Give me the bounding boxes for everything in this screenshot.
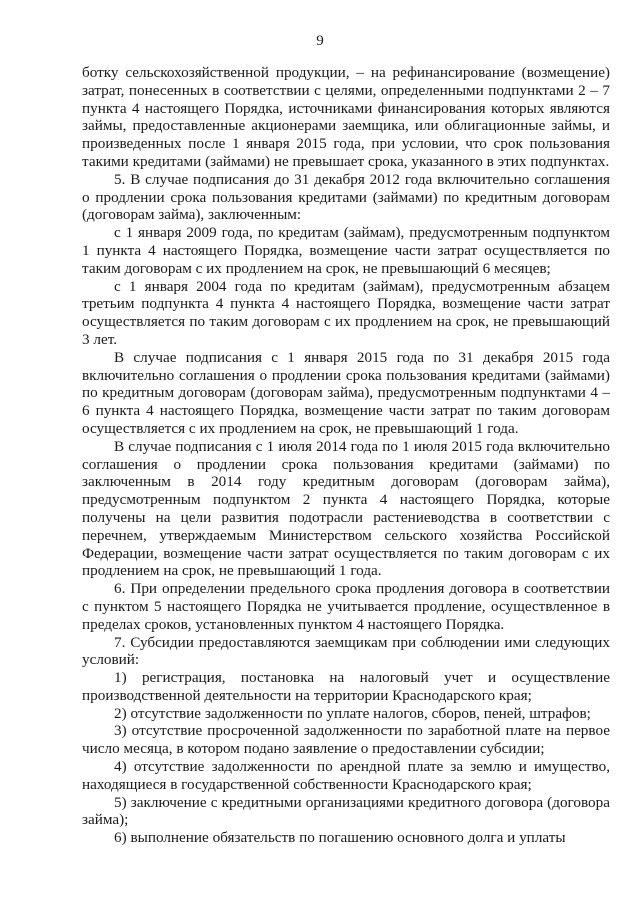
paragraph: ботку сельскохозяйственной продукции, – на рефинансирование (возмещение) затрат, понесенных в соответствии с целями, определенными подпунктами 2 – 7 пункта 4 настоящего Порядка, источниками финансирования которых являются займы, предоставленные акционерами заемщика, или облигационные займы, и произведенных после 1 января 2015 года, при условии, что срок пользования такими кредитами (займами) не превышает срока, указанного в этих подпунктах. — [82, 64, 610, 170]
paragraph: с 1 января 2009 года, по кредитам (займам), предусмотренным подпунктом 1 пункта 4 настоящего Порядка, возмещение части затрат осуществляется по таким договорам с их продлением на срок, не превышающий 6 месяцев; — [82, 224, 610, 277]
paragraph: 5. В случае подписания до 31 декабря 2012 года включительно соглашения о продлении срока пользования кредитами (займами) по кредитным договорам (договорам займа), заключенным: — [82, 170, 610, 224]
paragraph: 7. Субсидии предоставляются заемщикам при соблюдении ими следующих условий: — [82, 633, 610, 669]
list-item: 3) отсутствие просроченной задолженности по заработной плате на первое число месяца, в котором подано заявление о предоставлении субсидии; — [82, 722, 610, 758]
paragraph: 6. При определении предельного срока продления договора в соответствии с пунктом 5 настоящего Порядка не учитывается продление, осуществленное в пределах сроков, установленных пунктом 4 настоящего Порядка. — [82, 580, 610, 633]
document-body — [82, 64, 610, 847]
paragraph: В случае подписания с 1 июля 2014 года по 1 июля 2015 года включительно соглашения о продлении срока пользования кредитами (займами) по заключенным в 2014 году кредитным договорам (договорам займа), предусмотренным подпунктом 2 пункта 4 настоящего Порядка, которые получены на цели развития подотрасли растениеводства в соответствии с перечнем, утверждаемым Министерством сельского хозяйства Российской Федерации, возмещение части затрат осуществляется по таким договорам с их продлением на срок, не превышающий 1 года. — [82, 437, 610, 580]
paragraph: В случае подписания с 1 января 2015 года по 31 декабря 2015 года включительно соглашения о продлении срока пользования кредитами (займами) по кредитным договорам (договорам займа), предусмотренным подпунктами 4 – 6 пункта 4 настоящего Порядка, возмещение части затрат по таким договорам осуществляется с их продлением на срок, не превышающий 1 года. — [82, 348, 610, 437]
paragraph: с 1 января 2004 года по кредитам (займам), предусмотренным абзацем третьим подпункта 4 пункта 4 настоящего Порядка, возмещение части затрат осуществляется по таким договорам с их продлением на срок, не превышающий 3 лет. — [82, 277, 610, 348]
list-item: 5) заключение с кредитными организациями кредитного договора (договора займа); — [82, 793, 610, 829]
list-item: 2) отсутствие задолженности по уплате налогов, сборов, пеней, штрафов; — [114, 704, 591, 722]
list-item: 4) отсутствие задолженности по арендной плате за землю и имущество, находящиеся в государственной собственности Краснодарского края; — [82, 758, 610, 793]
list-item: 6) выполнение обязательств по погашению основного долга и уплаты — [114, 829, 566, 847]
list-item: 1) регистрация, постановка на налоговый учет и осуществление производственной деятельности на территории Краснодарского края; — [82, 669, 610, 704]
page-number: 9 — [316, 33, 324, 49]
